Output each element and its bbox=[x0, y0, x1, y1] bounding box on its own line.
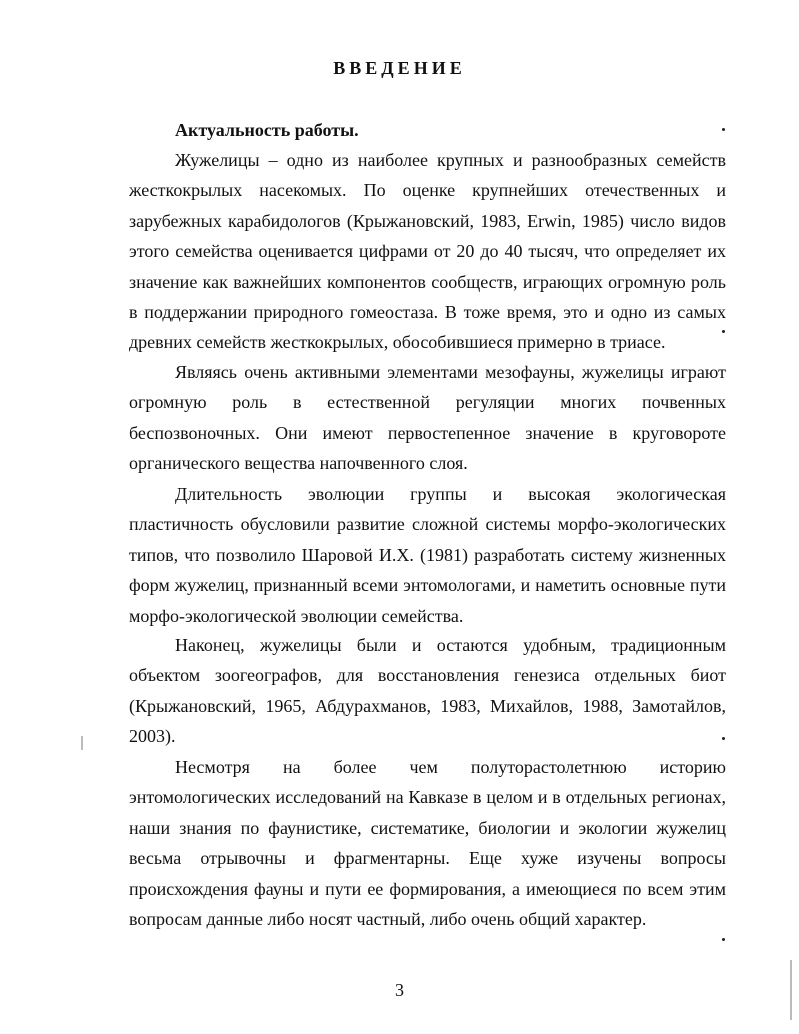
page-title: ВВЕДЕНИЕ bbox=[333, 58, 466, 78]
paragraph-4: Наконец, жужелицы были и остаются удобным, традиционным объектом зоогеографов, для восстановления генезиса отдельных биот (Крыжановский, 1965, Абдурахманов, 1983, Михайлов, 1988, Замотайлов, 2003). bbox=[129, 635, 726, 747]
paragraph-2: Являясь очень активными элементами мезофауны, жужелицы играют огромную роль в естественной регуляции многих почвенных беспозвоночных. Они имеют первостепенное значение в круговороте органического вещества напочвенного слоя. bbox=[129, 362, 726, 474]
scan-speck bbox=[722, 128, 725, 131]
scan-speck bbox=[722, 938, 725, 941]
scan-speck bbox=[722, 330, 725, 333]
paragraph-5: Несмотря на более чем полуторастолетнюю историю энтомологических исследований на Кавказе в целом и в отдельных регионах, наши знания по фаунистике, систематике, биологии и экологии жужелиц весьма отрывочны и фрагментарны. Еще хуже изучены вопросы происхождения фауны и пути ее формирования, а имеющиеся по всем этим вопросам данные либо носят частный, либо очень общий характер. bbox=[129, 757, 726, 930]
paragraph-1: Жужелицы – одно из наиболее крупных и разнообразных семейств жесткокрылых насекомых. По оценке крупнейших отечественных и зарубежных карабидологов (Крыжановский, 1983, Erwin, 1985) число видов этого семейства оценивается цифрами от 20 до 40 тысяч, что определяет их значение как важнейших компонентов сообществ, играющих огромную роль в поддержании природного гомеостаза. В тоже время, это и одно из самых древних семейств жесткокрылых, обособившиеся примерно в триасе. bbox=[129, 150, 726, 353]
scan-edge-mark bbox=[81, 736, 83, 750]
paragraph-3: Длительность эволюции группы и высокая экологическая пластичность обусловили развитие сложной системы морфо-экологических типов, что позволило Шаровой И.Х. (1981) разработать систему жизненных форм жужелиц, признанный всеми энтомологами, и наметить основные пути морфо-экологической эволюции семейства. bbox=[129, 484, 726, 626]
page-number: 3 bbox=[395, 980, 404, 1000]
scan-speck bbox=[722, 737, 725, 740]
section-heading: Актуальность работы. bbox=[175, 120, 359, 140]
scan-edge-mark bbox=[790, 960, 792, 1020]
